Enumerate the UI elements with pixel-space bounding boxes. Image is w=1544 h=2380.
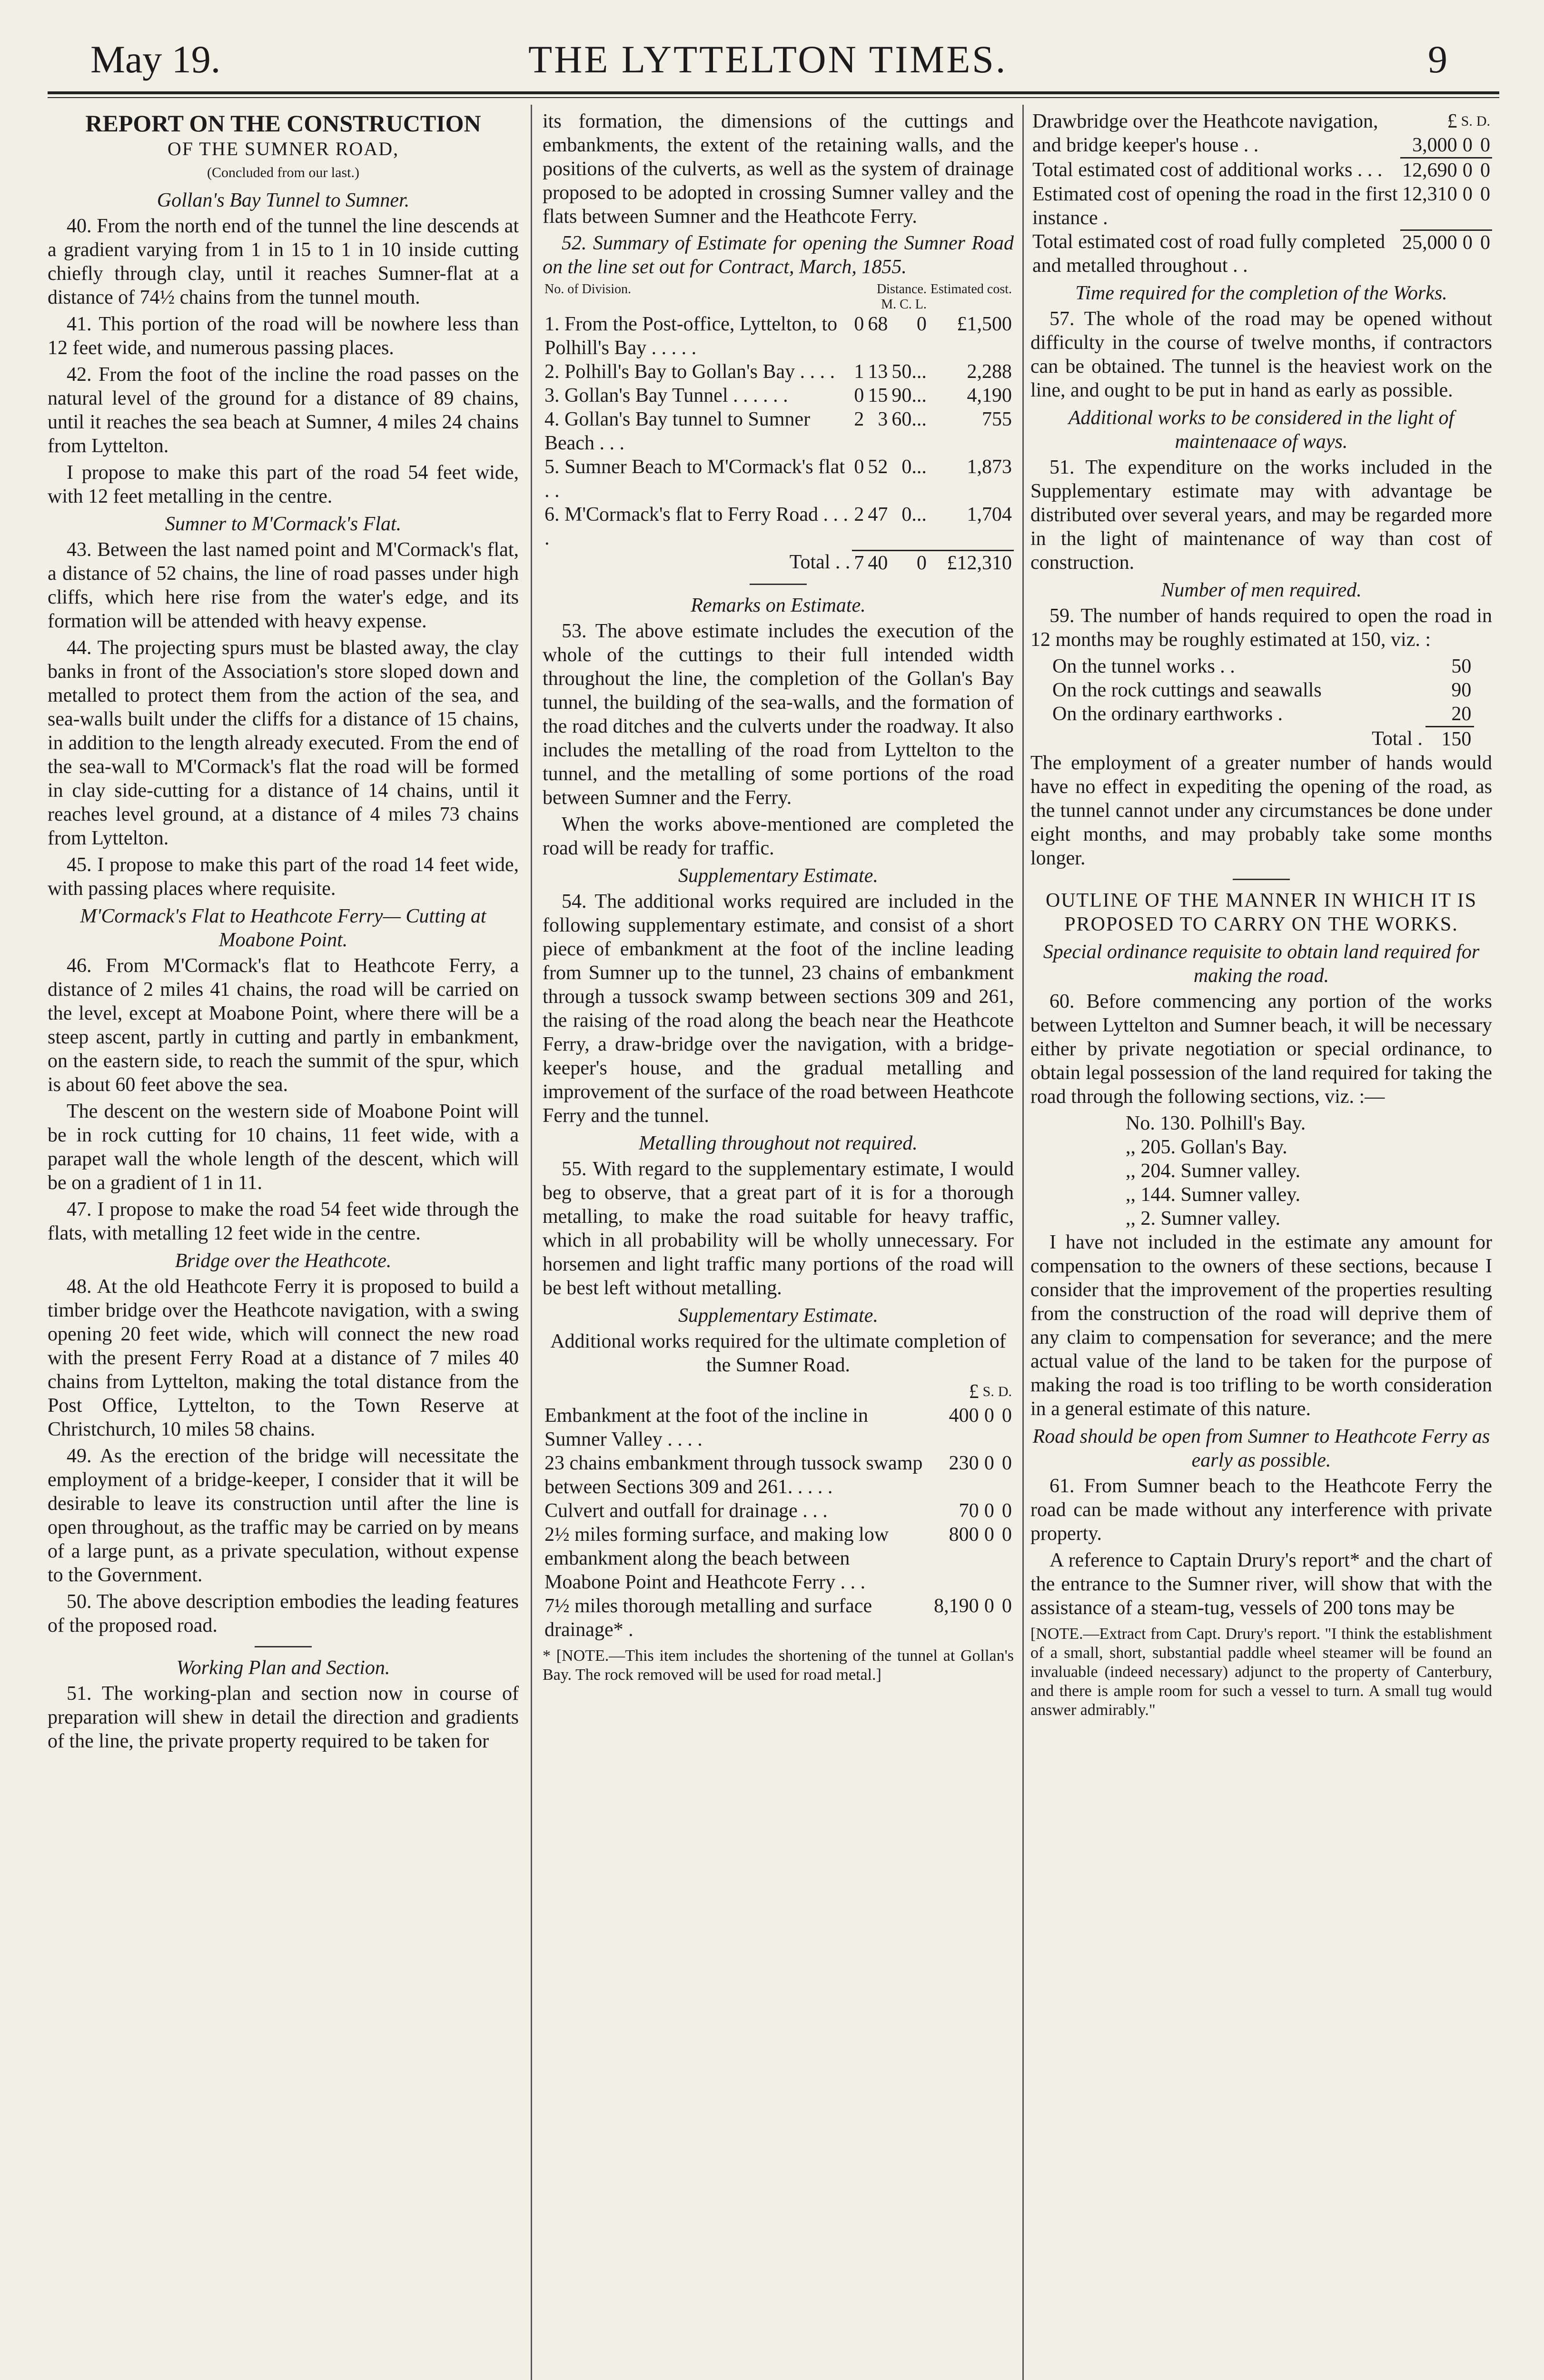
paragraph: 59. The number of hands required to open the road in 12 months may be roughly estimated at 150, viz. : [1030, 605, 1492, 651]
column-2 [543, 109, 1014, 2380]
table-row: Estimated cost of opening the road in the first instance . 12,310 0 0 [1032, 183, 1490, 229]
section-heading: OUTLINE OF THE MANNER IN WHICH IT IS PROPOSED TO CARRY ON THE WORKS. [1045, 890, 1477, 935]
issue-date: May 19. [90, 38, 221, 81]
table-row: 23 chains embankment through tussock swamp between Sections 309 and 261. . . . . 230 0 0 [544, 1452, 1012, 1498]
column-1 [48, 109, 519, 2380]
table-total-row: Total . . 7 40 0 £12,310 [543, 550, 1014, 575]
list-item: ,, 205. Gollan's Bay. [1126, 1136, 1287, 1158]
table-row: Culvert and outfall for drainage . . . 70 0 0 [544, 1499, 1012, 1522]
section-heading: Bridge over the Heathcote. [175, 1250, 392, 1272]
continued-note: (Concluded from our last.) [207, 165, 359, 180]
table-header: M. C. L. [881, 297, 927, 312]
list-item: ,, 144. Sumner valley. [1126, 1184, 1301, 1206]
section-heading: Time required for the completion of the Works. [1075, 282, 1447, 304]
paragraph: 41. This portion of the road will be nowhere less than 12 feet wide, and numerous passing places. [48, 313, 519, 359]
section-heading: Special ordinance requisite to obtain land required for making the road. [1043, 941, 1480, 987]
section-heading: Remarks on Estimate. [691, 594, 866, 616]
header-rule [48, 91, 1499, 94]
paragraph: The descent on the western side of Moabone Point will be in rock cutting for 10 chains, 11 feet wide, with a parapet wall the whole length of the descent, which will be on a gradient of 1 in 11. [48, 1101, 519, 1194]
section-heading: Gollan's Bay Tunnel to Sumner. [157, 189, 410, 211]
paragraph: 55. With regard to the supplementary estimate, I would beg to observe, that a great part of it is for a thorough metalling, to make the road suitable for heavy traffic, which in all probability will be wholly unnecessary. For horsemen and light traffic many portions of the road will be best left without metalling. [543, 1158, 1014, 1299]
article-subtitle: OF THE SUMNER ROAD, [167, 138, 399, 159]
table-row: On the rock cuttings and seawalls 90 [1052, 679, 1472, 701]
table-row: 6. M'Cormack's flat to Ferry Road . . . . 2 47 0... 1,704 [544, 504, 1012, 549]
paragraph: A reference to Captain Drury's report* and the chart of the entrance to the Sumner river, will show that with the assistance of a steam-tug, vessels of 200 tons may be [1030, 1549, 1492, 1619]
section-heading: Road should be open from Sumner to Heathcote Ferry as early as possible. [1032, 1426, 1490, 1471]
paragraph: 57. The whole of the road may be opened without difficulty in the course of twelve months, if contractors can be obtained. The tunnel is the heaviest work on the line, and ought to be put in hand as early as possible. [1030, 308, 1492, 401]
paragraph: 60. Before commencing any portion of the works between Lyttelton and Sumner beach, it will be necessary either by private negotiation or special ordinance, to obtain legal possession of the land required for taking the road through the following sections, viz. :— [1030, 991, 1492, 1108]
paragraph: its formation, the dimensions of the cuttings and embankments, the extent of the retaining walls, and the positions of the culverts, as well as the system of drainage proposed to be adopted in crossing Sumner valley and the flats between Sumner and the Heathcote Ferry. [543, 110, 1014, 228]
masthead-title: THE LYTTELTON TIMES. [528, 38, 1008, 81]
footnote: [NOTE.—Extract from Capt. Drury's report. "I think the establishment of a small, short, substantial paddle wheel steamer will be found an invaluable (indeed necessary) adjunct to the property of Canterbury, and there is ample room for such a vessel to turn. A small tug would answer admirably." [1030, 1625, 1492, 1719]
table-header: Estimated cost. [930, 282, 1012, 297]
table-row: 2. Polhill's Bay to Gollan's Bay . . . . 1 13 50... 2,288 [544, 361, 1012, 383]
paragraph: I propose to make this part of the road 54 feet wide, with 12 feet metalling in the centre. [48, 462, 519, 507]
column-divider [531, 105, 532, 2380]
paragraph: 51. The expenditure on the works included in the Supplementary estimate may with advantage be distributed over several years, and may be regarded more in the light of maintenance of way than cost of construction. [1030, 456, 1492, 574]
section-heading: Supplementary Estimate. [678, 864, 878, 887]
footnote: * [NOTE.—This item includes the shortening of the tunnel at Gollan's Bay. The rock removed will be used for road metal.] [543, 1646, 1014, 1684]
section-heading: M'Cormack's Flat to Heathcote Ferry— Cutting at Moabone Point. [80, 905, 486, 951]
separator [1233, 879, 1290, 880]
page-number: 9 [1428, 38, 1447, 81]
column-divider [1022, 105, 1024, 2380]
supplementary-estimate-table: £ S. D. Embankment at the foot of the incline in Sumner Valley . . . . 400 0 0 23 chains embankment through tussock swamp between Sections 309 and 261. . . . . 230 0 0 Culvert and outfall for drainage . . . 70 0 0 2½ miles forming surface, and making low embankment along the beach between Moabone Point and Heathcote Ferry . . . 800 0 0 7½ miles thorough metalling and surface drainage* . 8,190 0 0 [543, 1380, 1014, 1642]
paragraph: When the works above-mentioned are completed the road will be ready for traffic. [543, 813, 1014, 859]
list-item: No. 130. Polhill's Bay. [1126, 1112, 1306, 1134]
list-item: ,, 2. Sumner valley. [1126, 1208, 1281, 1230]
section-heading: Metalling throughout not required. [639, 1132, 918, 1154]
table-row: On the ordinary earthworks . 20 [1052, 703, 1472, 725]
paragraph: 61. From Sumner beach to the Heathcote Ferry the road can be made without any interference with private property. [1030, 1475, 1492, 1545]
table-row: Embankment at the foot of the incline in Sumner Valley . . . . 400 0 0 [544, 1404, 1012, 1450]
table-row: 5. Sumner Beach to M'Cormack's flat . . 0 52 0... 1,873 [544, 456, 1012, 502]
paragraph: 48. At the old Heathcote Ferry it is proposed to build a timber bridge over the Heathcote navigation, with a swing opening 20 feet wide, which will connect the new road with the present Ferry Road at a distance of 7 miles 40 chains from Lyttelton, making the total distance from the Post Office, Lyttelton, to the Town Reserve at Christchurch, 10 miles 58 chains. [48, 1276, 519, 1440]
paragraph: 45. I propose to make this part of the road 14 feet wide, with passing places where requisite. [48, 854, 519, 900]
table-row: On the tunnel works . . 50 [1052, 655, 1472, 677]
paragraph: 49. As the erection of the bridge will necessitate the employment of a bridge-keeper, I consider that it will be desirable to leave its construction until after the line is open throughout, as the traffic may be carried on by means of a large punt, as a private speculation, without expense to the Government. [48, 1445, 519, 1586]
paragraph: 52. Summary of Estimate for opening the Sumner Road on the line set out for Contract, March, 1855. [543, 232, 1014, 278]
paragraph: 51. The working-plan and section now in course of preparation will shew in detail the direction and gradients of the line, the private property required to be taken for [48, 1683, 519, 1752]
paragraph: 46. From M'Cormack's flat to Heathcote Ferry, a distance of 2 miles 41 chains, the road will be carried on the level, except at Moabone Point, where there will be a steep ascent, partly in cutting and partly in embankment, on the eastern side, to reach the summit of the spur, which is about 60 feet above the sea. [48, 955, 519, 1096]
article-title: REPORT ON THE CONSTRUCTION [85, 110, 481, 137]
header-rule-thin [48, 97, 1499, 98]
paragraph: 43. Between the last named point and M'Cormack's flat, a distance of 52 chains, the line of road passes under high cliffs, which here rise from the water's edge, and its formation will be attended with heavy expense. [48, 539, 519, 632]
table-header: No. of Division. [544, 282, 631, 297]
section-heading: Additional works to be considered in the light of maintenaace of ways. [1068, 407, 1455, 453]
paragraph: 44. The projecting spurs must be blasted away, the clay banks in front of the Association's store sloped down and metalled to protect them from the action of the sea, and sea-walls built under the cliffs for a distance of 15 chains, in addition to the length already executed. From the end of the sea-wall to M'Cormack's flat the road will be formed in clay side-cutting for a distance of 14 chains, until it reaches level ground, at a distance of 4 miles 73 chains from Lyttelton. [48, 637, 519, 849]
paragraph: 47. I propose to make the road 54 feet wide through the flats, with metalling 12 feet wide in the centre. [48, 1199, 519, 1244]
table-total-row: Total . 150 [1049, 727, 1474, 752]
table-row: 2½ miles forming surface, and making low embankment along the beach between Moabone Point and Heathcote Ferry . . . 800 0 0 [544, 1523, 1012, 1593]
separator [750, 584, 807, 585]
paragraph: 42. From the foot of the incline the road passes on the natural level of the ground for a distance of 89 chains, until it reaches the sea beach at Sumner, 4 miles 24 chains from Lyttelton. [48, 364, 519, 457]
table-row: 3. Gollan's Bay Tunnel . . . . . . 0 15 90... 4,190 [544, 385, 1012, 407]
estimate-summary-table [543, 282, 1014, 575]
table-header: Distance. [876, 282, 927, 297]
paragraph: I have not included in the estimate any amount for compensation to the owners of these sections, because I consider that the improvement of the properties resulting from the construction of the road will deprive them of any claim to compensation for severance; and the mere actual value of the land to be taken for the purpose of making the road is too trifling to be worth consideration in a general estimate of this nature. [1030, 1231, 1492, 1420]
table-row: 1. From the Post-office, Lyttelton, to Polhill's Bay . . . . . 0 68 0 £1,500 [544, 313, 1012, 359]
sections-list [1030, 1111, 1492, 1230]
table-row: Total estimated cost of additional works . . . 12,690 0 0 [1030, 158, 1492, 183]
column-3 [1030, 109, 1492, 2380]
list-item: ,, 204. Sumner valley. [1126, 1160, 1301, 1182]
section-heading: Sumner to M'Cormack's Flat. [165, 513, 402, 535]
paragraph: Additional works required for the ultimate completion of the Sumner Road. [550, 1330, 1006, 1376]
separator [255, 1646, 312, 1647]
estimate-continued-table [1030, 109, 1492, 278]
table-row: Drawbridge over the Heathcote navigation, and bridge keeper's house . . £ 3,000 S. 0 D. 0 [1032, 110, 1490, 156]
paragraph: 50. The above description embodies the leading features of the proposed road. [48, 1591, 519, 1636]
paragraph: 54. The additional works required are included in the following supplementary estimate, and consist of a short piece of embankment at the foot of the incline leading from Sumner up to the tunnel, 23 chains of embankment through a tussock swamp between sections 309 and 261, the raising of the road along the beach near the Heathcote Ferry, a draw-bridge over the navigation, with a bridge-keeper's house, and the gradual metalling and improvement of the surface of the road between Heathcote Ferry and the tunnel. [543, 890, 1014, 1127]
table-row: 4. Gollan's Bay tunnel to Sumner Beach . . . 2 3 60... 755 [544, 408, 1012, 454]
paragraph: 40. From the north end of the tunnel the line descends at a gradient varying from 1 in 15 to 1 in 10 inside cutting chiefly through clay, until it reaches Sumner-flat at a distance of 74½ chains from the tunnel mouth. [48, 215, 519, 308]
paragraph: 53. The above estimate includes the execution of the whole of the cuttings to their full intended width throughout the line, the completion of the Gollan's Bay tunnel, the building of the sea-walls, and the formation of the road ditches and the culverts under the roadway. It also includes the metalling of the road from Lyttelton to the tunnel, and the metalling of some portions of the road between Sumner and the Ferry. [543, 620, 1014, 809]
paragraph: The employment of a greater number of hands would have no effect in expediting the opening of the road, as the tunnel cannot under any circumstances be done under eight months, and may probably take some months longer. [1030, 752, 1492, 869]
section-heading: Supplementary Estimate. [678, 1304, 878, 1327]
men-required-table [1049, 654, 1474, 751]
section-heading: Number of men required. [1161, 579, 1362, 601]
section-heading: Working Plan and Section. [176, 1657, 390, 1679]
table-row: 7½ miles thorough metalling and surface drainage* . 8,190 0 0 [544, 1595, 1012, 1641]
table-row: Total estimated cost of road fully completed and metalled throughout . . 25,000 0 0 [1030, 230, 1492, 278]
